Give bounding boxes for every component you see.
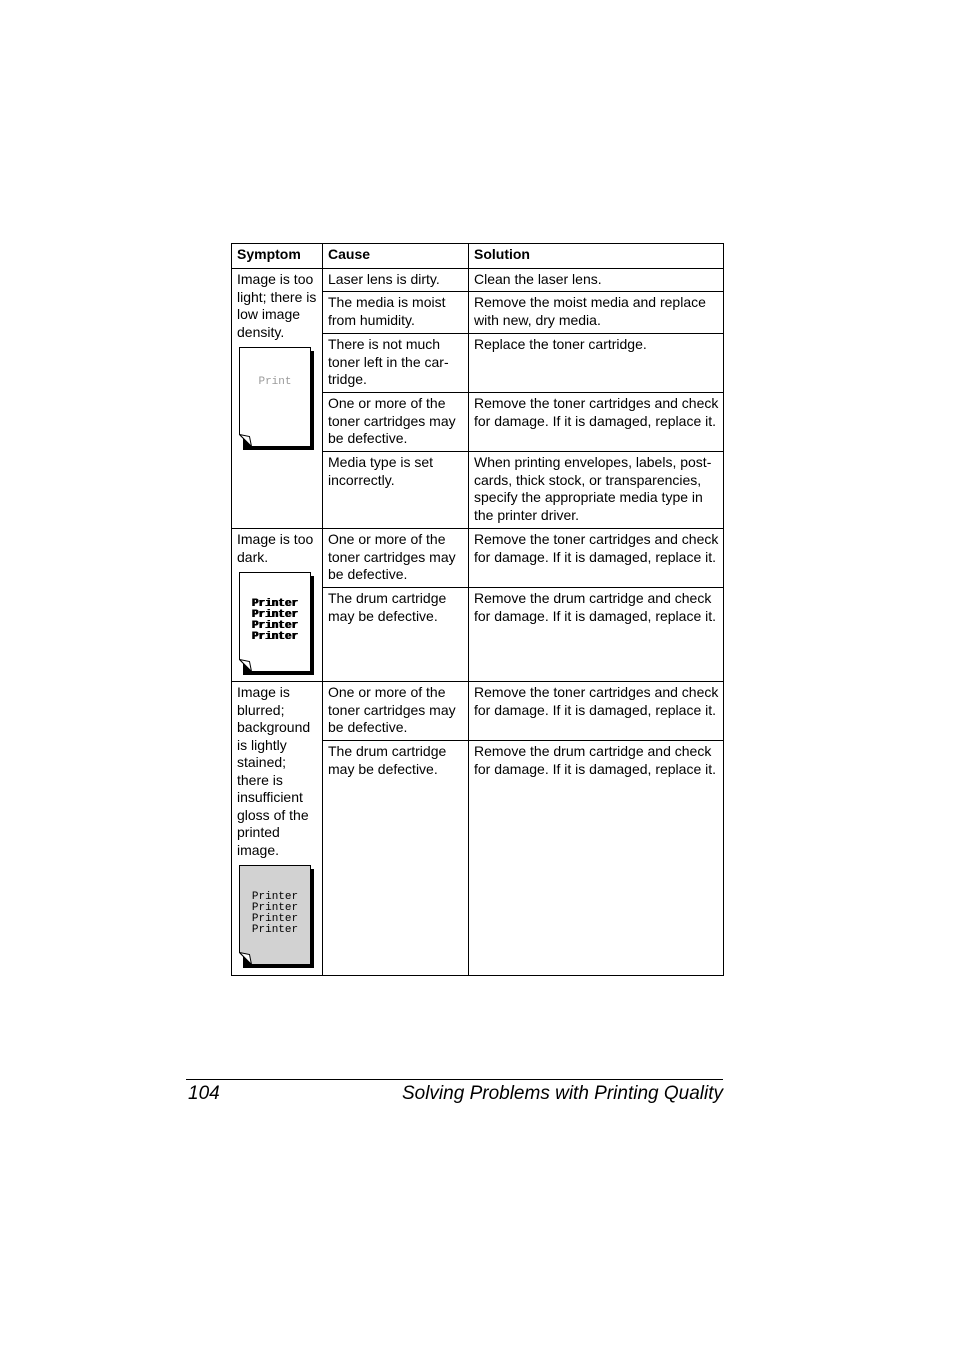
header-cause: Cause	[323, 244, 469, 269]
header-symptom: Symptom	[232, 244, 323, 269]
footer-divider	[186, 1079, 723, 1080]
solution-cell: Replace the toner cartridge.	[469, 334, 724, 393]
cause-cell: The media is moist from humidity.	[323, 292, 469, 334]
table-header-row	[232, 244, 724, 269]
figure-text	[239, 892, 311, 936]
figure-text: Print	[258, 376, 292, 388]
figure-line: Printer	[251, 631, 299, 643]
figure-line: Printer	[251, 891, 299, 903]
page-number: 104	[188, 1083, 220, 1104]
solution-cell: Remove the toner cartridges and check for damage. If it is damaged, replace it.	[469, 529, 724, 588]
figure-line: Printer	[251, 902, 299, 914]
table-row	[232, 269, 724, 292]
symptom-cell	[232, 682, 323, 976]
table-row	[232, 529, 724, 588]
solution-cell: Remove the moist media and replace with new, dry media.	[469, 292, 724, 334]
cause-cell: One or more of the toner cartridges may be defective.	[323, 682, 469, 741]
cause-cell: There is not much toner left in the car-tridge.	[323, 334, 469, 393]
blurred-print-sample-icon	[239, 865, 315, 969]
header-solution: Solution	[469, 244, 724, 269]
troubleshooting-table	[231, 243, 724, 976]
figure-line: Printer	[251, 609, 299, 621]
figure-text	[239, 599, 311, 643]
symptom-cell	[232, 529, 323, 682]
solution-cell: Remove the drum cartridge and check for damage. If it is damaged, replace it.	[469, 741, 724, 976]
cause-cell: One or more of the toner cartridges may be defective.	[323, 529, 469, 588]
table-row	[232, 682, 724, 741]
figure-line: Printer	[251, 620, 299, 632]
light-print-sample-icon	[239, 347, 315, 451]
cause-cell: One or more of the toner cartridges may be defective.	[323, 393, 469, 452]
solution-cell: Clean the laser lens.	[469, 269, 724, 292]
cause-cell: The drum cartridge may be defective.	[323, 741, 469, 976]
footer-title: Solving Problems with Printing Quality	[401, 1083, 723, 1104]
dark-print-sample-icon	[239, 572, 315, 676]
symptom-text: Image is blurred; background is lightly stained; there is insufficient gloss of the printed image.	[237, 684, 311, 858]
solution-cell: Remove the drum cartridge and check for damage. If it is damaged, replace it.	[469, 588, 724, 682]
solution-cell: Remove the toner cartridges and check for damage. If it is damaged, replace it.	[469, 682, 724, 741]
symptom-text: Image is too light; there is low image density.	[237, 271, 317, 340]
symptom-text: Image is too dark.	[237, 531, 314, 565]
cause-cell: Media type is set incorrectly.	[323, 452, 469, 529]
solution-cell: When printing envelopes, labels, post-cards, thick stock, or transparencies, specify the appropriate media type in the printer driver.	[469, 452, 724, 529]
figure-line: Printer	[251, 924, 299, 936]
cause-cell: The drum cartridge may be defective.	[323, 588, 469, 682]
solution-cell: Remove the toner cartridges and check for damage. If it is damaged, replace it.	[469, 393, 724, 452]
cause-cell: Laser lens is dirty.	[323, 269, 469, 292]
symptom-cell	[232, 269, 323, 529]
figure-line: Printer	[251, 598, 299, 610]
figure-line: Printer	[251, 913, 299, 925]
